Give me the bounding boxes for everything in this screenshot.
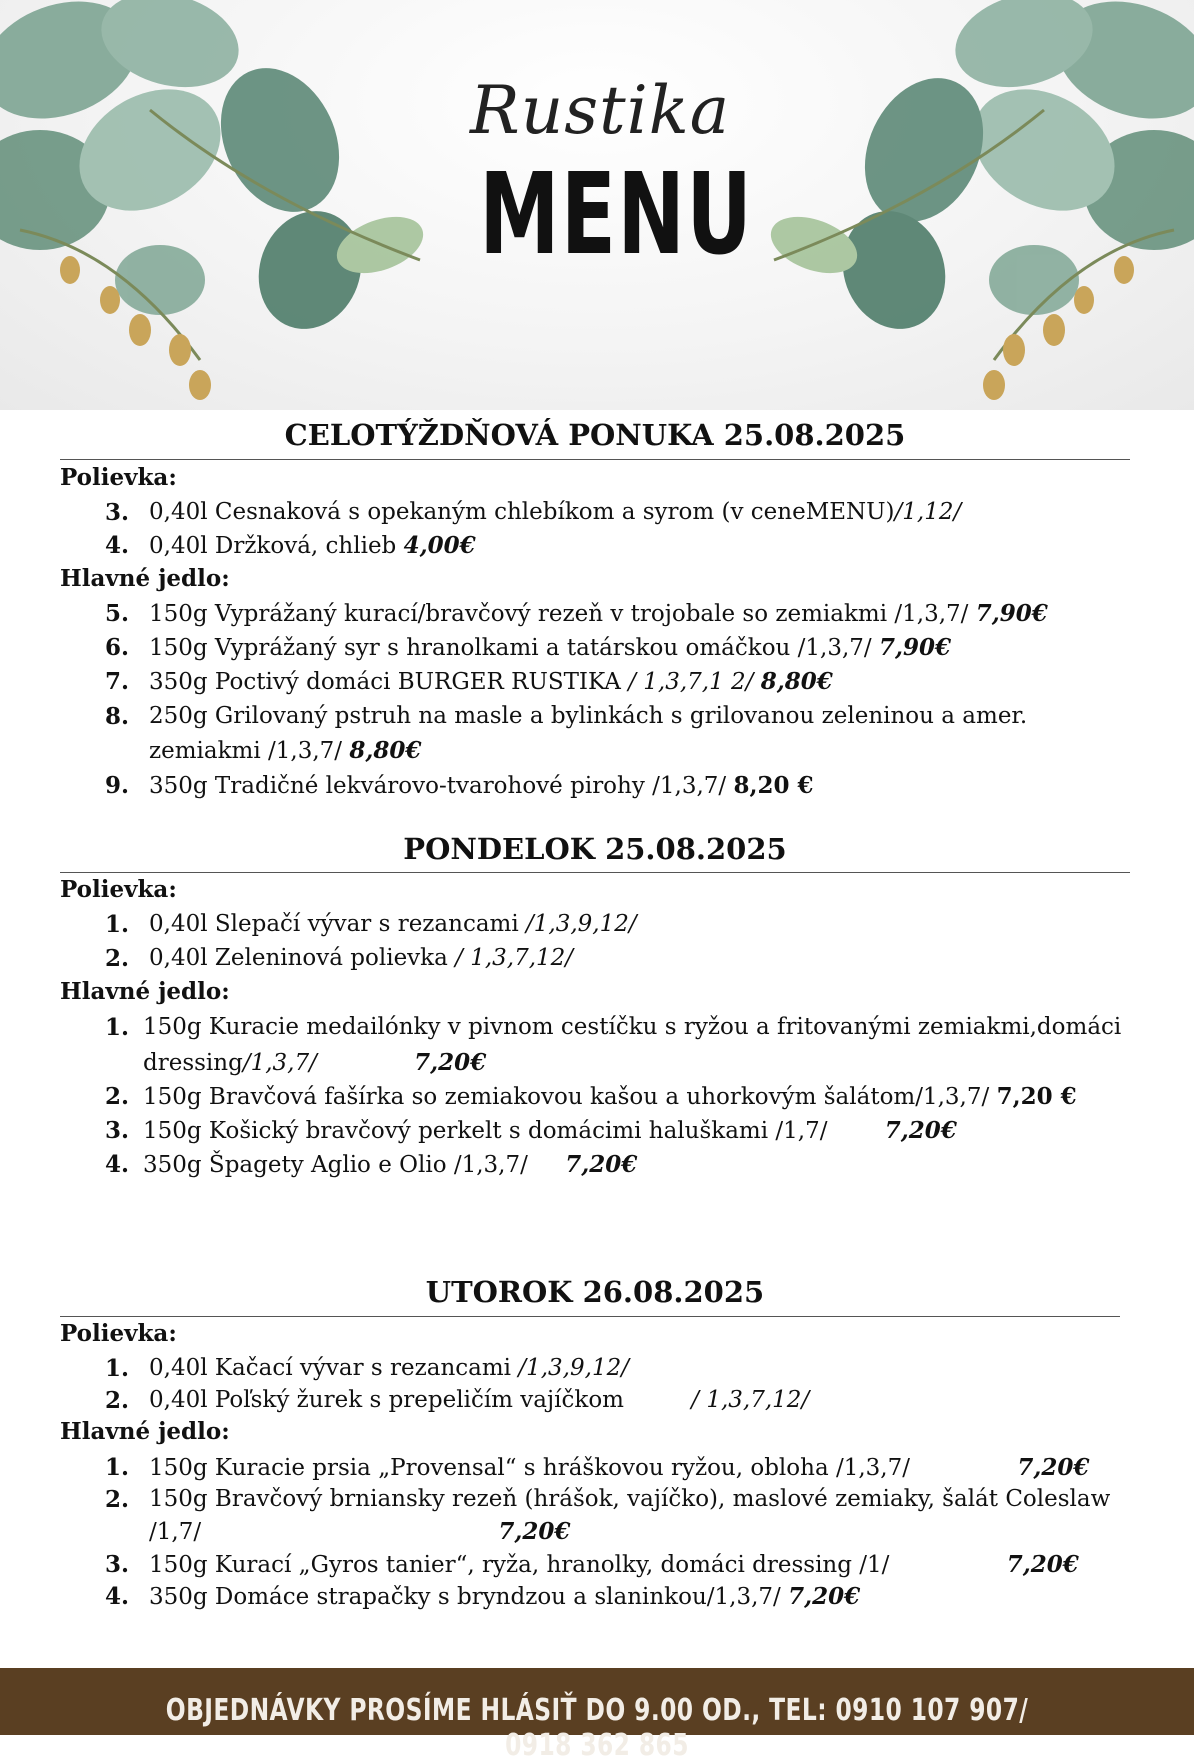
list-item-continuation: dressing/1,3,7/ 7,20€ [143, 1049, 487, 1076]
weekly-heading: CELOTÝŽDŇOVÁ PONUKA 25.08.2025 [284, 418, 906, 452]
monday-soup-label: Polievka: [60, 876, 177, 903]
rustika-logo: Rustika [470, 72, 731, 149]
eucalyptus-decoration-right [734, 0, 1194, 410]
divider [60, 872, 1130, 873]
list-item-continuation: /1,7/ 7,20€ [149, 1518, 571, 1545]
weekly-soup-label: Polievka: [60, 464, 177, 491]
eucalyptus-decoration-left [0, 0, 460, 410]
tuesday-soup-label: Polievka: [60, 1320, 177, 1347]
list-item-continuation: zemiakmi /1,3,7/ 8,80€ [149, 737, 422, 764]
divider [60, 1316, 1120, 1317]
tuesday-main-label: Hlavné jedlo: [60, 1418, 230, 1445]
menu-title: MENU [479, 150, 754, 280]
divider [60, 459, 1130, 460]
weekly-main-label: Hlavné jedlo: [60, 565, 230, 592]
tuesday-heading: UTOROK 26.08.2025 [425, 1275, 765, 1309]
monday-main-label: Hlavné jedlo: [60, 978, 230, 1005]
monday-heading: PONDELOK 25.08.2025 [403, 832, 787, 866]
order-contact-text: OBJEDNÁVKY PROSÍME HLÁSIŤ DO 9.00 OD., TEL: 0910 107 907/ 0918 362 865 [165, 1693, 1029, 1763]
